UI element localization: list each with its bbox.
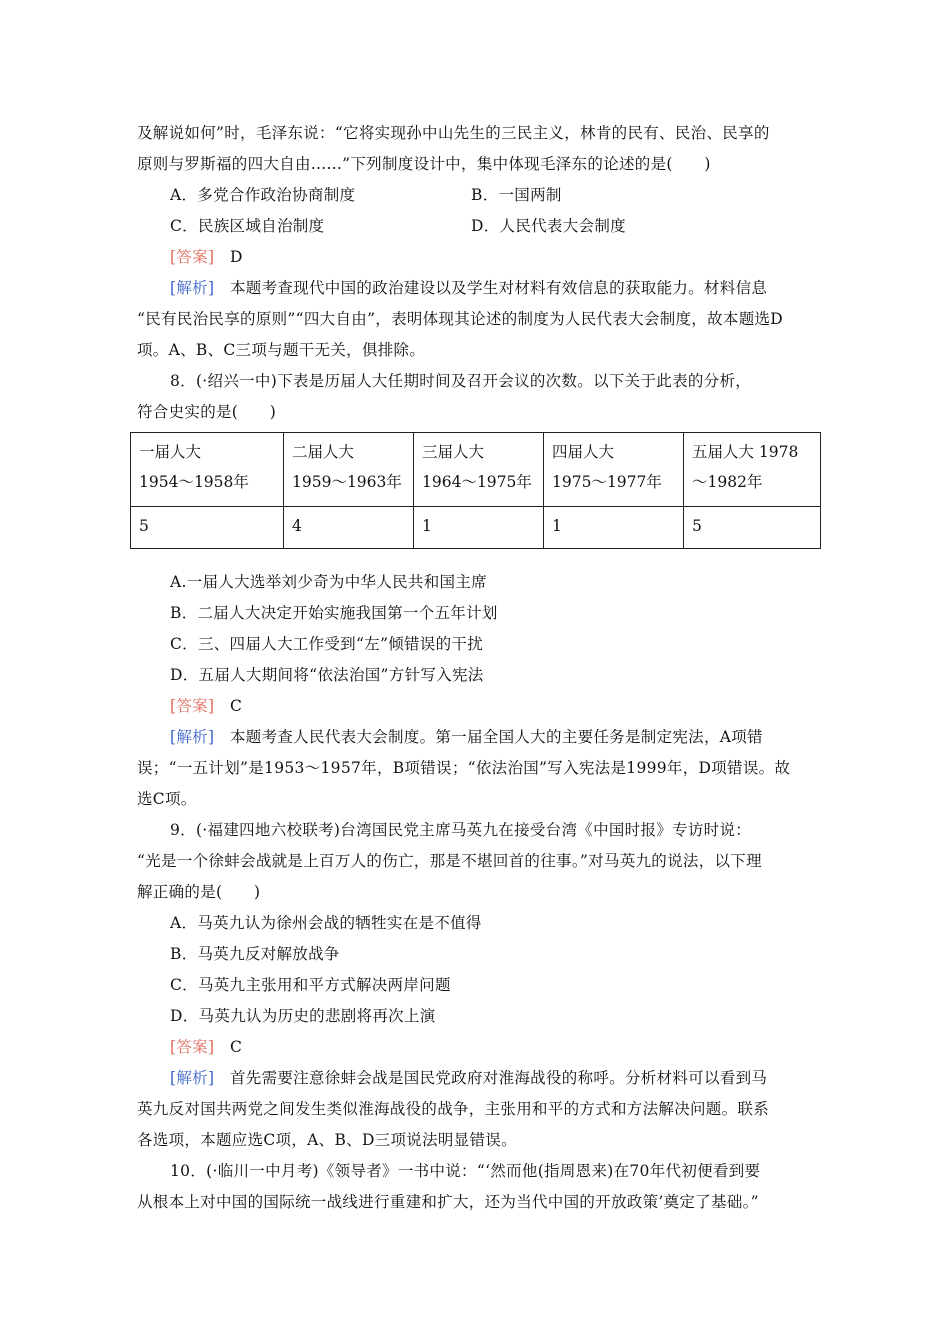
- q9-analysis-line-1: [170, 1068, 767, 1088]
- q7-analysis-line-3: 项。A、B、C三项与题干无关，俱排除。: [137, 341, 426, 359]
- q7-analysis-line-1: [170, 278, 767, 298]
- q9-analysis-line-2: 英九反对国共两党之间发生类似淮海战役的战争，主张用和平的方式和方法解决问题。联系: [137, 1100, 770, 1118]
- table-cell: 一届人大 1954～1958年: [131, 433, 284, 507]
- q10-stem-line-2: 从根本上对中国的国际统一战线进行重建和扩大，还为当代中国的开放政策’奠定了基础。”: [137, 1193, 759, 1211]
- q10-stem-line-1: 10．(·临川一中月考)《领导者》一书中说：“‘然而他(指周恩来)在70年代初便看到要: [170, 1162, 761, 1180]
- q9-stem-line-2: “光是一个徐蚌会战就是上百万人的伤亡，那是不堪回首的往事。”对马英九的说法，以下理: [137, 852, 762, 870]
- answer-tag: [答案]: [170, 1038, 215, 1056]
- analysis-tag: [解析]: [170, 279, 215, 297]
- q8-option-a: A.一届人大选举刘少奇为中华人民共和国主席: [170, 573, 487, 591]
- q8-option-b: B．二届人大决定开始实施我国第一个五年计划: [170, 604, 498, 622]
- q9-answer: [170, 1037, 242, 1057]
- answer-tag: [答案]: [170, 697, 215, 715]
- q8-answer: [170, 696, 242, 716]
- table-cell: 二届人大 1959～1963年: [284, 433, 414, 507]
- table-cell: 三届人大 1964～1975年: [414, 433, 544, 507]
- table-cell: 5: [684, 507, 821, 549]
- q9-option-b: B．马英九反对解放战争: [170, 945, 340, 963]
- q9-option-a: A．马英九认为徐州会战的牺牲实在是不值得: [170, 914, 482, 932]
- analysis-tag: [解析]: [170, 1069, 215, 1087]
- analysis-tag: [解析]: [170, 728, 215, 746]
- answer-value: D: [229, 248, 243, 266]
- answer-tag: [答案]: [170, 248, 215, 266]
- q8-analysis-line-3: 选C项。: [137, 790, 197, 808]
- analysis-text: 本题考查现代中国的政治建设以及学生对材料有效信息的获取能力。材料信息: [229, 279, 768, 297]
- analysis-text: 本题考查人民代表大会制度。第一届全国人大的主要任务是制定宪法，A项错: [229, 728, 763, 746]
- q7-stem-line-1: 及解说如何”时，毛泽东说：“它将实现孙中山先生的三民主义，林肯的民有、民治、民享的: [137, 124, 770, 142]
- table-cell: 五届人大 1978 ～1982年: [684, 433, 821, 507]
- q7-option-b: B．一国两制: [471, 186, 562, 204]
- q7-option-a: A．多党合作政治协商制度: [170, 186, 356, 204]
- q9-analysis-line-3: 各选项，本题应选C项，A、B、D三项说法明显错误。: [137, 1131, 517, 1149]
- npc-term-table: [130, 432, 821, 549]
- q8-analysis-line-2: 误；“一五计划”是1953～1957年，B项错误；“依法治国”写入宪法是1999年，D项错误。故: [137, 759, 791, 777]
- table-header-row: [131, 433, 821, 507]
- answer-value: C: [229, 697, 243, 715]
- q8-option-d: D．五届人大期间将“依法治国”方针写入宪法: [170, 666, 484, 684]
- q7-option-d: D．人民代表大会制度: [471, 217, 626, 235]
- table-cell: 4: [284, 507, 414, 549]
- answer-value: C: [229, 1038, 243, 1056]
- table-cell: 四届人大 1975～1977年: [544, 433, 684, 507]
- q9-option-d: D．马英九认为历史的悲剧将再次上演: [170, 1007, 436, 1025]
- q8-option-c: C．三、四届人大工作受到“左”倾错误的干扰: [170, 635, 484, 653]
- q7-analysis-line-2: “民有民治民享的原则”“四大自由”，表明体现其论述的制度为人民代表大会制度，故本题选D: [137, 310, 784, 328]
- q7-stem-line-2: 原则与罗斯福的四大自由......”下列制度设计中，集中体现毛泽东的论述的是( ): [137, 155, 711, 173]
- table-cell: 5: [131, 507, 284, 549]
- q8-stem-line-1: 8．(·绍兴一中)下表是历届人大任期时间及召开会议的次数。以下关于此表的分析，: [170, 372, 752, 390]
- q9-stem-line-1: 9．(·福建四地六校联考)台湾国民党主席马英九在接受台湾《中国时报》专访时说：: [170, 821, 752, 839]
- table-cell: 1: [414, 507, 544, 549]
- q9-stem-line-3: 解正确的是( ): [137, 883, 261, 901]
- analysis-text: 首先需要注意徐蚌会战是国民党政府对淮海战役的称呼。分析材料可以看到马: [229, 1069, 768, 1087]
- table-row: [131, 507, 821, 549]
- q9-option-c: C．马英九主张用和平方式解决两岸问题: [170, 976, 451, 994]
- q8-analysis-line-1: [170, 727, 763, 747]
- q7-answer: [170, 247, 243, 267]
- q8-stem-line-2: 符合史实的是( ): [137, 403, 277, 421]
- table-cell: 1: [544, 507, 684, 549]
- q7-option-c: C．民族区域自治制度: [170, 217, 325, 235]
